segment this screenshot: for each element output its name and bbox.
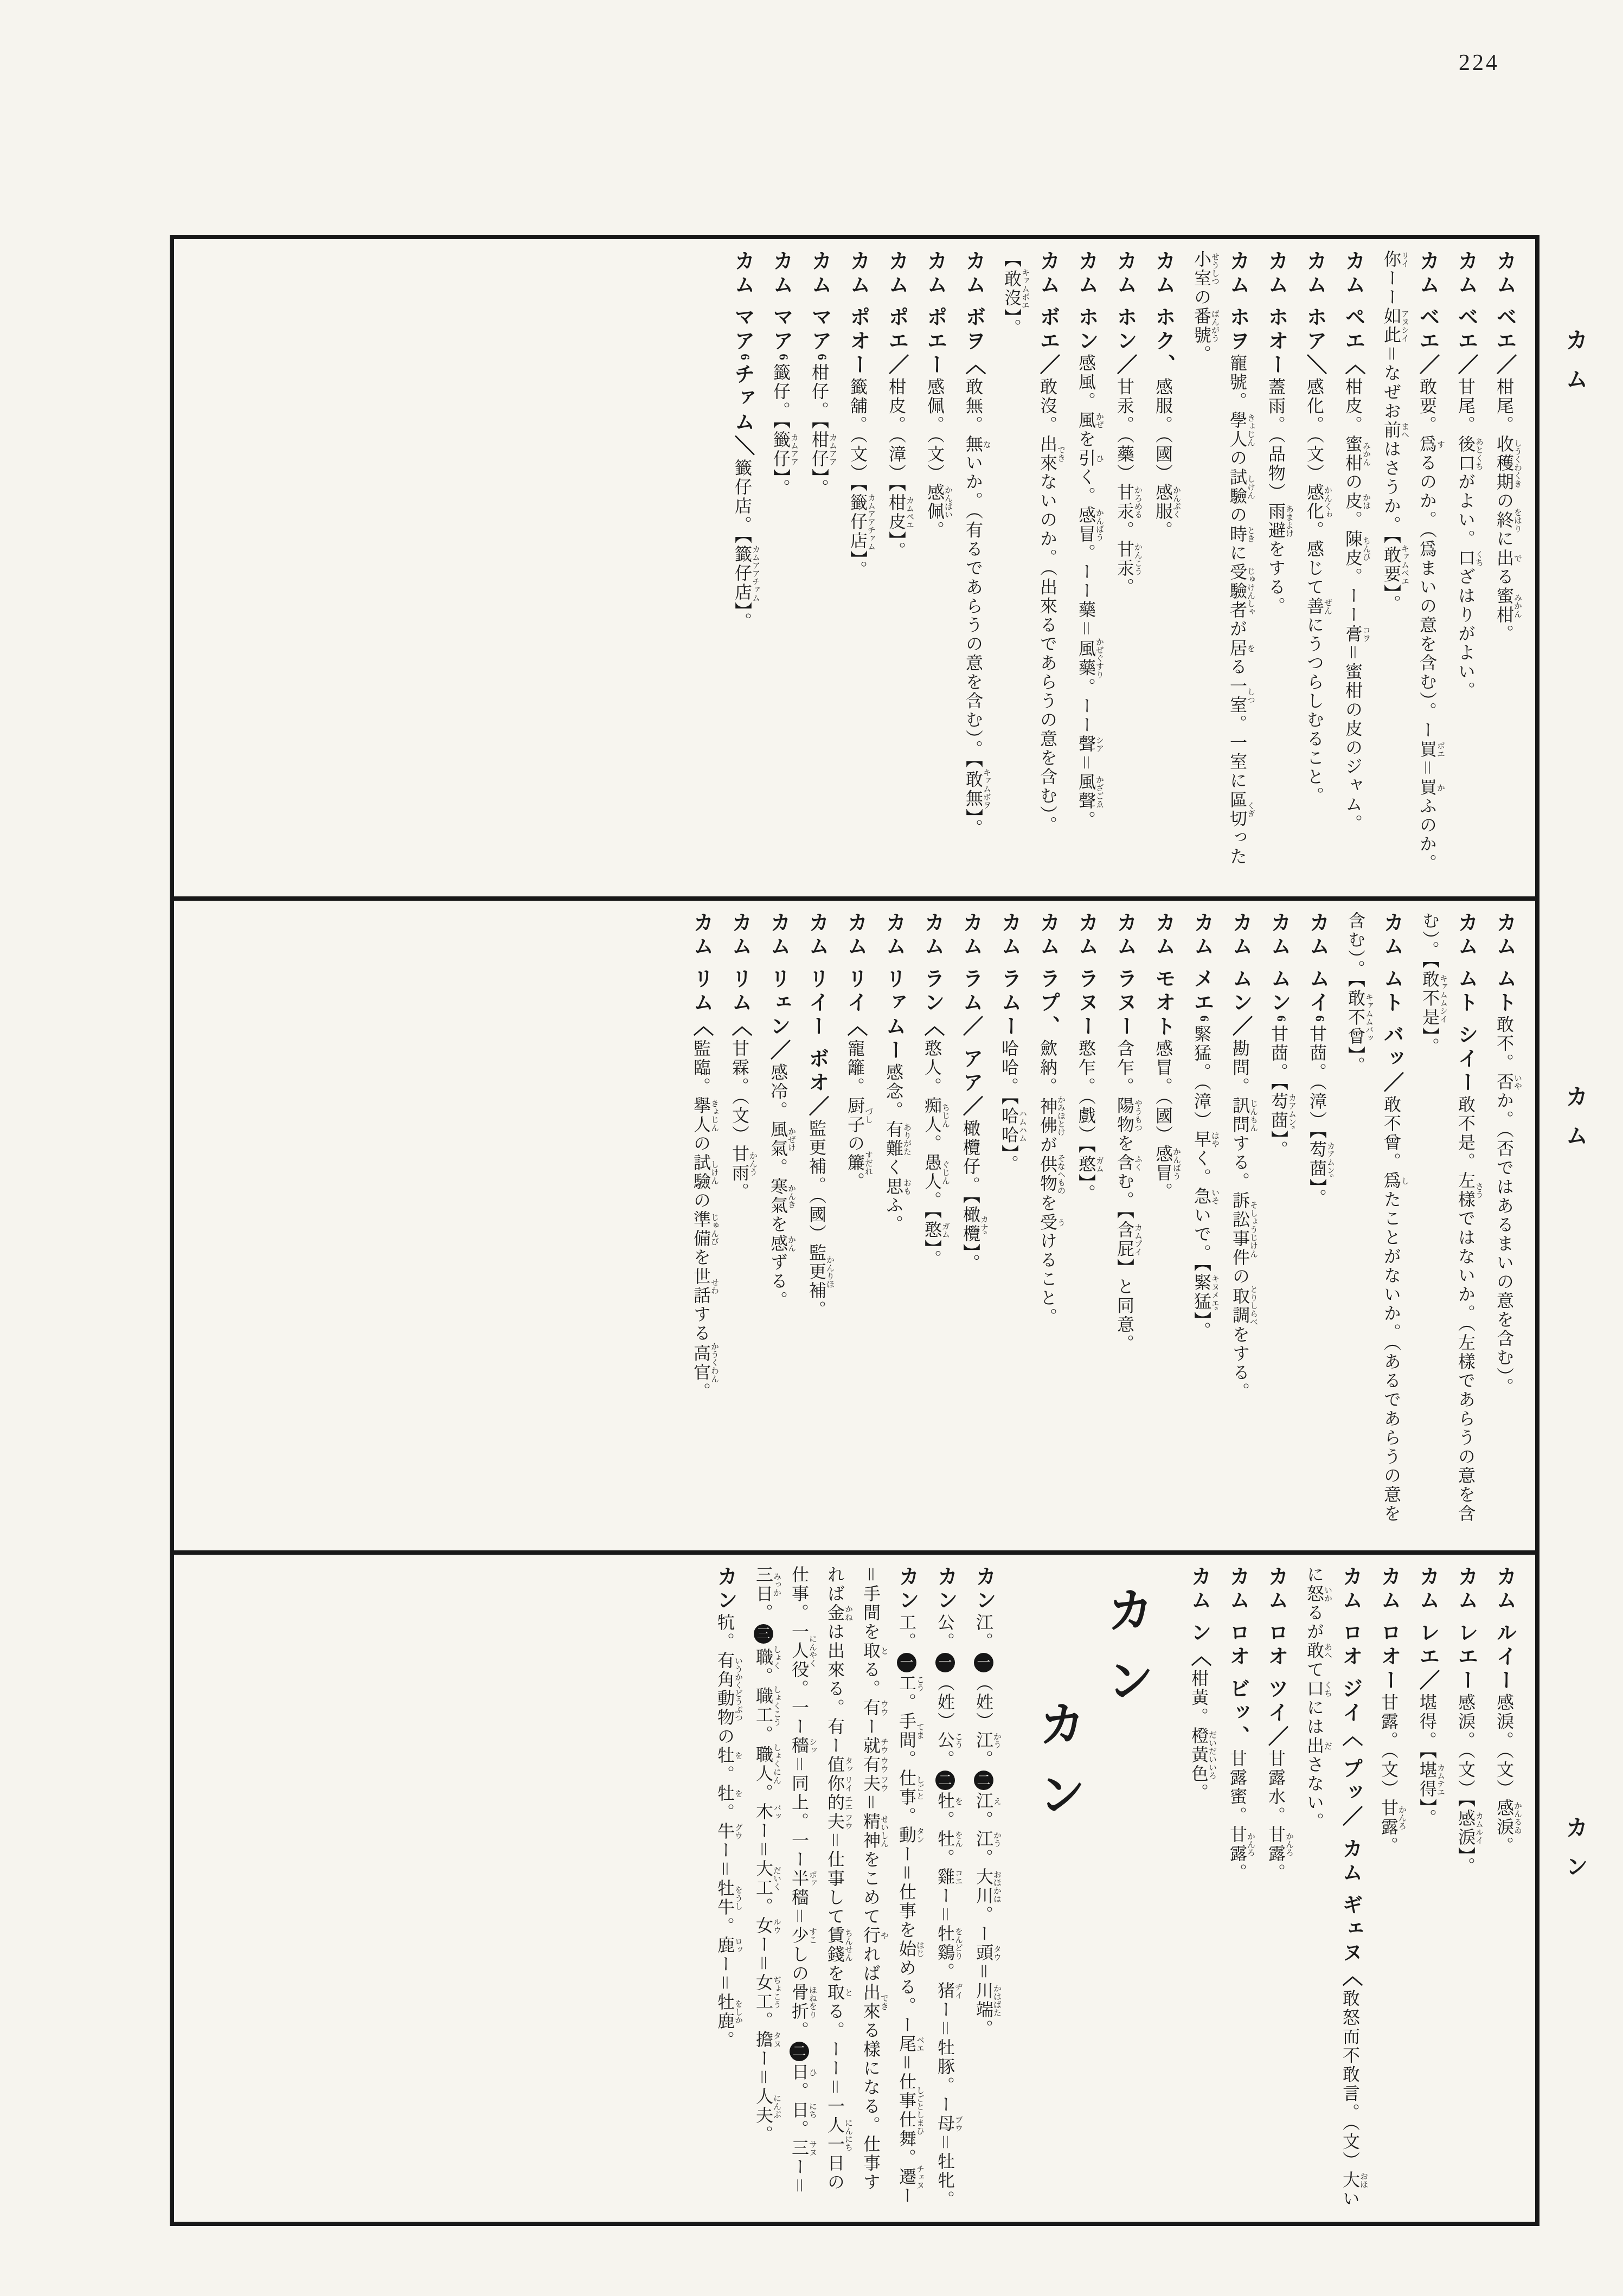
entry-body: 感冒。（國）感冒かんばう。 [1153, 1039, 1181, 1202]
dictionary-entry [760, 912, 796, 1540]
entry-body: 敢不。否いやか。（否ではあるまいの意を含む）。 [1494, 1015, 1522, 1397]
entry-headword: カム リェン／ [767, 912, 790, 1063]
dictionary-entry [1068, 250, 1104, 886]
entry-headword: カン [895, 1566, 918, 1613]
dictionary-entry [746, 1566, 925, 2211]
entry-body: 敢不曾。爲したことがないか。（あるであらうの意を含む）。【敢不曾キァムムバッ】。 [1346, 912, 1409, 1523]
dictionary-entry [1181, 1566, 1217, 2211]
entry-body: 敢要。爲するのか。（爲まいの意を含む）。ー買ボエ＝買かふのか。你リイーー如此アヌシイ＝なぜお前まへはさうか。【敢要キァムベエ】。 [1382, 250, 1445, 873]
dictionary-entry [1374, 250, 1445, 886]
entry-body: 柑皮。蜜柑みかんの皮かは。陳皮ちんぴ。ーー膏コヲ＝蜜柑の皮のジャム。 [1343, 377, 1370, 833]
dictionary-entry [1448, 1566, 1484, 2211]
dictionary-entry [763, 250, 799, 886]
dictionary-entry [1409, 1566, 1445, 2211]
entry-body: 橄欖仔。【橄欖カナ⁶】。 [961, 1119, 988, 1273]
dictionary-entry [955, 250, 991, 886]
entry-body: 敢無。無ないか。（有るであらうの意を含む）。【敢無キァムボヲ】。 [964, 377, 991, 838]
dictionary-entry [1184, 912, 1220, 1540]
dictionary-entry [1258, 250, 1294, 886]
entry-body: 堪得。【堪得カムテエ】。 [1417, 1693, 1445, 1828]
entry-body: 柑仔。【柑仔カムアア】。 [810, 363, 837, 498]
dictionary-entry [1184, 250, 1255, 886]
entry-body: 勘問。訊問じんもんする。訴訟事件そしょうじけんの取調とりしらべをする。 [1230, 1039, 1258, 1401]
entry-headword: カム ラヌー [1075, 912, 1098, 1040]
dictionary-entry [914, 912, 950, 1540]
entry-headword: カム マア⁶ [769, 250, 792, 363]
entry-body: 憨人。痴人ちじん。愚人ぐじん。【憨ガム】。 [922, 1039, 950, 1269]
dictionary-entry [799, 912, 835, 1540]
entry-body: 籤舖。（文）【籤仔店カムアアチァム】。 [848, 377, 875, 580]
entry-headword: カム ラヌー [1113, 912, 1136, 1040]
entry-headword: カム ムト バッ／ [1380, 912, 1403, 1095]
entry-body: 籤仔。【籤仔カムアア】。 [771, 363, 798, 498]
entry-body: 工。一工こう。手間てま。仕事しごと。動タンー＝仕事を始はじめる。ー尾ベエ＝仕事仕舞しごとしまひ。遷チェヌー＝手間を取とる。有ウウー就チウ有ウウ夫フウ＝精神せいしんをこめて行やれば出來できる樣になる。仕事すれば金かねは出來る。有ー值タッ你リイ的エエ夫フウ＝仕事して賃錢ちんせんを取とる。ーー＝一人一日にんにちの仕事。一人役にんやく。一ー穡シッ＝同上。一ー半ポァ穡＝少すこしの骨折ほねをり。二日ひ。日にち。三サヌー＝三日みっか。三職しょく。職工しょくこう。職人しょくにん。木バッー＝大工だいく。女ルウー＝女工ぢょこう。擔タヌー＝人夫にんぷ。 [754, 1566, 924, 2206]
entry-headword: カム ポエー [923, 250, 946, 378]
margin-index-kamu-1: カム [1562, 328, 1587, 406]
entry-headword: カム ホン／ [1113, 250, 1136, 378]
dictionary-entry [1299, 912, 1335, 1540]
entry-body: 甘汞。（藥）甘汞かろめる。甘汞かんこう。 [1115, 377, 1142, 597]
dictionary-entry [1297, 1566, 1368, 2211]
entry-body: 感淚。（文）感淚かんるゐ。 [1494, 1693, 1522, 1856]
entry-body: 感服。（國）感服かんぷく。 [1153, 377, 1181, 540]
entry-headword: カム ベエ／ [1416, 250, 1439, 378]
entry-body: 緊猛。（漳）早はやく。急いそいで。【緊猛キヌメエ⁶】。 [1192, 1024, 1219, 1341]
entry-headword: カム ラン〈 [921, 912, 944, 1040]
entry-body: 感佩。（文）感佩かんぱい。 [925, 377, 952, 540]
entry-headword: カム ペエ〈 [1342, 250, 1364, 378]
margin-index-kan: カン [1562, 1816, 1587, 1894]
dictionary-entry [1338, 912, 1409, 1540]
dictionary-entry [801, 250, 837, 886]
entry-body: 感淚。（文）【感淚カムルイ】。 [1456, 1693, 1483, 1876]
entry-headword: カム ホヲ [1226, 250, 1249, 354]
dictionary-entry [1335, 250, 1371, 886]
dictionary-entry [722, 912, 758, 1540]
margin-index-kamu-2: カム [1562, 1085, 1587, 1163]
entry-headword: カム ン〈 [1188, 1566, 1210, 1670]
dictionary-entry [1145, 250, 1181, 886]
entry-body: 甘莔。【芶莔カアムン⁶】。 [1269, 1024, 1296, 1159]
entry-body: 柑尾。收穫期しうくわくきの終をはりに出でる蜜柑みかん。 [1494, 377, 1522, 644]
dictionary-entry [1412, 912, 1484, 1540]
entry-body: 感化。（文）感化かんくゎ。感じて善ぜんにうつらしむること。 [1305, 377, 1332, 806]
entry-headword: カム リァムー [882, 912, 905, 1063]
entry-headword: カム ルイー [1493, 1566, 1516, 1694]
entry-headword: カム ラム／ アア／ [959, 912, 982, 1119]
entry-headword: カム ロオ ツイ／ [1265, 1566, 1287, 1749]
entry-body: 含乍。陽物やうもつを含ふくむ。【含屁カムプイ】と同意。 [1115, 1039, 1142, 1354]
entry-headword: カム ボエ／ [1036, 250, 1059, 378]
dictionary-entry [878, 250, 914, 886]
entry-headword: カム ロオ ジイ〈 プッ／ カム ギェヌ〈 [1339, 1566, 1362, 1990]
entry-body: 柑黃。橙黃色だいだいいろ。 [1189, 1669, 1216, 1803]
entry-headword: カム ホア＼ [1303, 250, 1326, 378]
dictionary-entry [917, 250, 953, 886]
entry-body: 牨。有角動物いうかくどうぶつの牡を。牡を。牛グウー＝牡牛をうし。鹿ロッー＝牡鹿をしか。 [715, 1613, 742, 2050]
entry-headword: カム ラプ、 [1036, 912, 1059, 1040]
entry-body: 甘露。（文）甘露かんろ。 [1379, 1693, 1406, 1856]
section-header-label: カン [1100, 1585, 1152, 1726]
dictionary-entry [707, 1566, 743, 2211]
entry-body: 敢怒而不敢言。（文）大おほいに怒いかるが敢あへて口くちには出ださない。 [1305, 1566, 1368, 2209]
dictionary-entry [683, 912, 719, 1540]
dictionary-entry [840, 250, 876, 886]
dictionary-entry [966, 1566, 1002, 2211]
dictionary-entry [724, 250, 760, 886]
dictionary-entry [1486, 912, 1522, 1540]
entry-body: 敢不是。左樣さうではないか。（左樣であらうの意を含む）。【敢不是キァムムシイ】。 [1420, 912, 1483, 1523]
entry-headword: カン [934, 1566, 957, 1613]
entry-headword: カム ホク、 [1152, 250, 1175, 378]
entry-headword: カン [972, 1566, 995, 1613]
dictionary-entry [1448, 250, 1484, 886]
entry-headword: カム ムイ⁶ [1306, 912, 1329, 1025]
dictionary-entry [1371, 1566, 1407, 2211]
section-header-kan [1002, 1566, 1178, 2222]
dictionary-entry [1258, 1566, 1294, 2211]
entry-body: 甘霖。（文）甘雨かんう。 [730, 1039, 757, 1202]
entry-headword: カム リイー ボオ／ [805, 912, 828, 1119]
dictionary-entry [1145, 912, 1181, 1540]
entry-body: 甘露水。甘露かんろ。 [1266, 1749, 1293, 1882]
entry-body: 甘莔。（漳）【芶莔カアムン⁶】。 [1307, 1024, 1335, 1208]
dictionary-entry [953, 912, 989, 1540]
dictionary-entry [1107, 250, 1143, 886]
entry-headword: カム レエー [1454, 1566, 1477, 1694]
entry-headword: カム ホン [1075, 250, 1098, 354]
dictionary-entry [1107, 912, 1143, 1540]
entry-headword: カム レエ／ [1416, 1566, 1439, 1694]
entry-headword: カン [714, 1566, 736, 1613]
entry-body: 江。一（姓）江かう。二江え。江かう。大川おほかは。ー頭タウ＝川端かはばた。 [974, 1613, 1001, 2039]
entry-body: 寵號。學人きょじんの試驗しけんの時ときに受驗者じゅけんしゃが居をる一室しつ。一室に區切くぎった小室せうしつの番號ばんがう。 [1192, 250, 1255, 867]
dictionary-entry [927, 1566, 963, 2211]
dictionary-entry [1220, 1566, 1255, 2211]
dictionary-entry [876, 912, 912, 1540]
entry-headword: カム ムン⁶ [1267, 912, 1290, 1025]
dictionary-entry [994, 250, 1066, 886]
entry-headword: カム マア⁶ [808, 250, 831, 363]
entry-headword: カム ムト シイー [1454, 912, 1477, 1095]
entry-headword: カム ロオ ビッ、 [1226, 1566, 1249, 1749]
entry-headword: カム ポエ／ [885, 250, 908, 378]
dictionary-entry [1297, 250, 1332, 886]
dictionary-entry [1261, 912, 1297, 1540]
dictionary-entry [1486, 250, 1522, 886]
entry-body: 歛納。神佛かみほとけが供物そなへものを受うけること。 [1038, 1039, 1065, 1327]
entry-body: 蓋雨。（品物）雨避あまよけをする。 [1266, 377, 1293, 616]
entry-headword: カム ボヲ〈 [962, 250, 985, 378]
entry-headword: カム ムン／ [1229, 912, 1252, 1040]
entry-headword: カム ムト [1493, 912, 1516, 1016]
dictionary-entry [1030, 912, 1066, 1540]
entry-headword: カム ポオー [846, 250, 869, 378]
dictionary-entry [1486, 1566, 1522, 2211]
entry-body: 感冷。風氣かぜけ。寒氣かんきを感かんずる。 [768, 1063, 796, 1310]
dictionary-entry [1222, 912, 1258, 1540]
entry-headword: カム リイ〈 [844, 912, 867, 1040]
entry-headword: カム ラムー [998, 912, 1021, 1040]
entry-body: 哈哈。【哈哈ハムハム】。 [999, 1039, 1027, 1174]
entry-body: 籤仔店。【籤仔店カムアアチァム】。 [733, 458, 760, 631]
entry-body: 監更補。（國）監更補かんりほ。 [807, 1119, 834, 1319]
dictionary-entry [991, 912, 1027, 1540]
entry-headword: カム ホオー [1265, 250, 1287, 378]
entry-body: 甘露蜜。甘露かんろ。 [1228, 1749, 1255, 1882]
band-top [174, 239, 1535, 896]
entry-body: 柑皮。（漳）【柑皮カムペエ】。 [887, 377, 914, 561]
entry-body: 公。一（姓）公こう。二牡を。牡をん。雞コエー＝牡鷄をんどり。猪ヂイー＝牡豚。ー母ブウ＝牡牝。 [935, 1613, 963, 2210]
entry-body: 感風。風かぜを引ひく。感冒かんばう。ーー藥＝風藥かぜぐすり。ーー聲シア＝風聲かざごゑ。 [1076, 354, 1104, 830]
dictionary-entry [837, 912, 873, 1540]
entry-headword: カム モオト [1152, 912, 1175, 1040]
entry-body: 甘尾。後口あとくちがよい。口くちざはりがよい。 [1456, 377, 1483, 701]
entry-headword: カム メエ⁶ [1190, 912, 1213, 1025]
entry-body: 寵籬。厨子づしの簾すだれ。 [845, 1039, 873, 1191]
entry-headword: カム リム〈 [728, 912, 751, 1040]
section-header-label-2: カン [1031, 1699, 1084, 1840]
band-middle [174, 896, 1535, 1550]
dictionary-entry [1068, 912, 1104, 1540]
band-bottom [174, 1550, 1535, 2222]
entry-body: 憨乍。（戲）【憨ガム】。 [1076, 1039, 1104, 1203]
entry-headword: カム ロオー [1377, 1566, 1400, 1694]
entry-headword: カム ベエ／ [1454, 250, 1477, 378]
entry-headword: カム マア⁶チァム＼ [731, 250, 754, 459]
entry-body: 監臨。擧人きょじんの試驗しけんの準備じゅんびを世話せわする高官かうくわん。 [691, 1039, 719, 1401]
entry-headword: カム リム〈 [690, 912, 713, 1040]
entry-body: 感念。有難ありがたく思おもふ。 [884, 1063, 911, 1234]
dictionary-frame [170, 235, 1539, 2226]
entry-body: 敢沒。出來できないのか。（出來るであらうの意を含む）。【敢沒キァムボエ】。 [1002, 250, 1065, 835]
entry-headword: カム ベエ／ [1493, 250, 1516, 378]
page-number: 224 [1459, 50, 1499, 75]
